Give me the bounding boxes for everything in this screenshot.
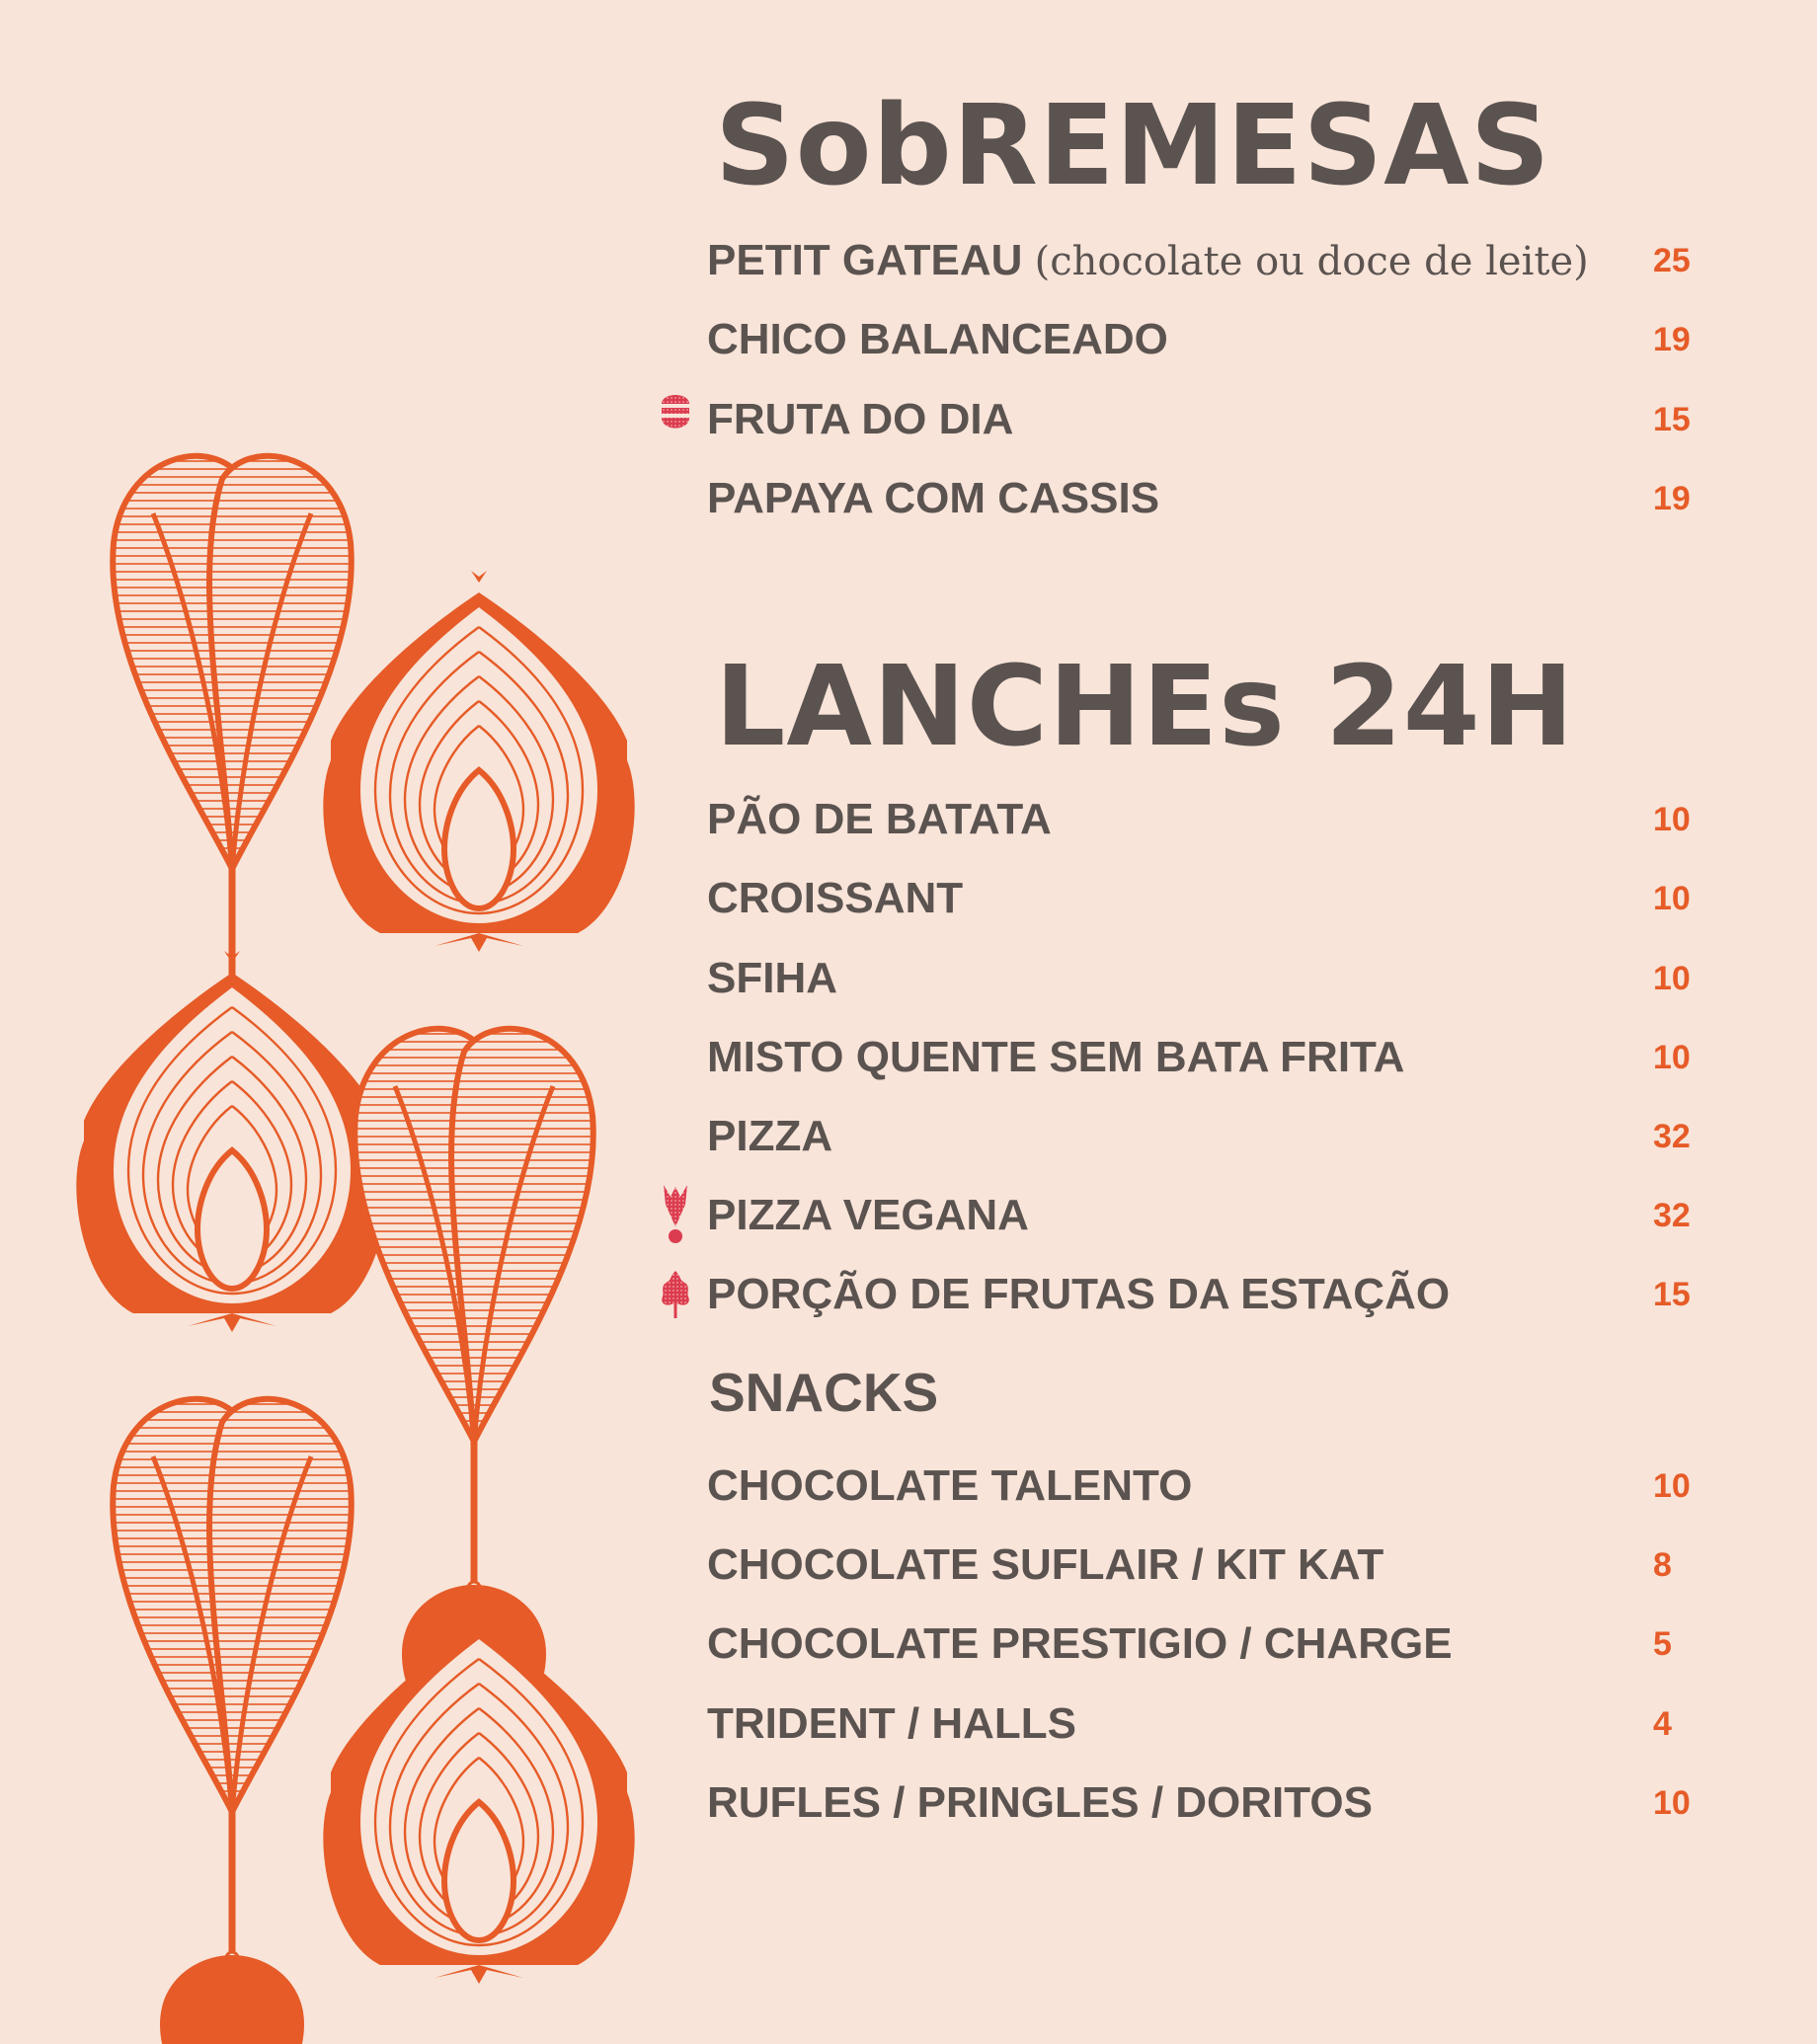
menu-item: [707, 1458, 1704, 1514]
menu-item: [707, 233, 1704, 288]
menu-item: [707, 1616, 1704, 1672]
item-price: 25: [1653, 241, 1691, 279]
beet-badge-icon: [662, 1183, 689, 1244]
item-name: CHOCOLATE PRESTIGIO / CHARGE: [707, 1619, 1453, 1668]
item-name: MISTO QUENTE SEM BATA FRITA: [707, 1033, 1405, 1081]
menu-item: [707, 1537, 1704, 1593]
menu-item: [707, 1775, 1704, 1831]
section-title-sobremesas: SobREMESAS: [715, 82, 1551, 210]
onion-illustration-icon: [76, 951, 387, 1332]
item-name: PAPAYA COM CASSIS: [707, 474, 1160, 522]
item-price: 15: [1653, 1275, 1691, 1313]
menu-item: [707, 471, 1704, 526]
menu-item: [707, 871, 1704, 926]
fruit-badge-icon: [658, 388, 693, 449]
item-price: 8: [1653, 1545, 1672, 1584]
menu-item: [707, 392, 1704, 447]
menu-item: [707, 951, 1704, 1006]
item-price: 10: [1653, 1038, 1691, 1076]
section-title-snacks: SNACKS: [709, 1362, 939, 1423]
item-price: 4: [1653, 1704, 1672, 1743]
menu-item: [707, 1696, 1704, 1752]
item-name: FRUTA DO DIA: [707, 395, 1014, 443]
item-price: 10: [1653, 1466, 1691, 1505]
item-name: RUFLES / PRINGLES / DORITOS: [707, 1778, 1373, 1827]
item-price: 32: [1653, 1117, 1691, 1155]
onion-illustration-icon: [323, 1603, 634, 1984]
item-name: CROISSANT: [707, 874, 964, 922]
beet-illustration-icon: [113, 1399, 352, 2044]
item-name: TRIDENT / HALLS: [707, 1699, 1076, 1748]
item-name: PÃO DE BATATA: [707, 795, 1052, 843]
item-name: CHOCOLATE SUFLAIR / KIT KAT: [707, 1540, 1384, 1589]
item-name: PORÇÃO DE FRUTAS DA ESTAÇÃO: [707, 1270, 1451, 1318]
item-price: 10: [1653, 959, 1691, 997]
item-price: 10: [1653, 879, 1691, 917]
menu-item: [707, 792, 1704, 847]
menu-item: [707, 312, 1704, 367]
item-name: CHICO BALANCEADO: [707, 315, 1168, 363]
menu-item: [707, 1109, 1704, 1164]
leaf-badge-icon: [660, 1269, 691, 1320]
item-price: 19: [1653, 320, 1691, 358]
section-title-lanches: LANCHEs 24H: [715, 643, 1575, 771]
item-price: 10: [1653, 1783, 1691, 1822]
menu-item: [707, 1267, 1704, 1322]
item-price: 15: [1653, 400, 1691, 438]
item-price: 32: [1653, 1196, 1691, 1234]
menu-item: [707, 1188, 1704, 1243]
item-name: CHOCOLATE TALENTO: [707, 1461, 1193, 1510]
item-name: PIZZA: [707, 1112, 833, 1160]
item-name: PIZZA VEGANA: [707, 1191, 1029, 1239]
item-name: SFIHA: [707, 954, 837, 1002]
item-price: 10: [1653, 800, 1691, 838]
item-note: (chocolate ou doce de leite): [1034, 239, 1589, 284]
item-name: PETIT GATEAU: [707, 236, 1023, 284]
item-price: 19: [1653, 479, 1691, 517]
menu-item: [707, 1030, 1704, 1085]
onion-illustration-icon: [323, 571, 634, 952]
item-price: 5: [1653, 1624, 1672, 1663]
